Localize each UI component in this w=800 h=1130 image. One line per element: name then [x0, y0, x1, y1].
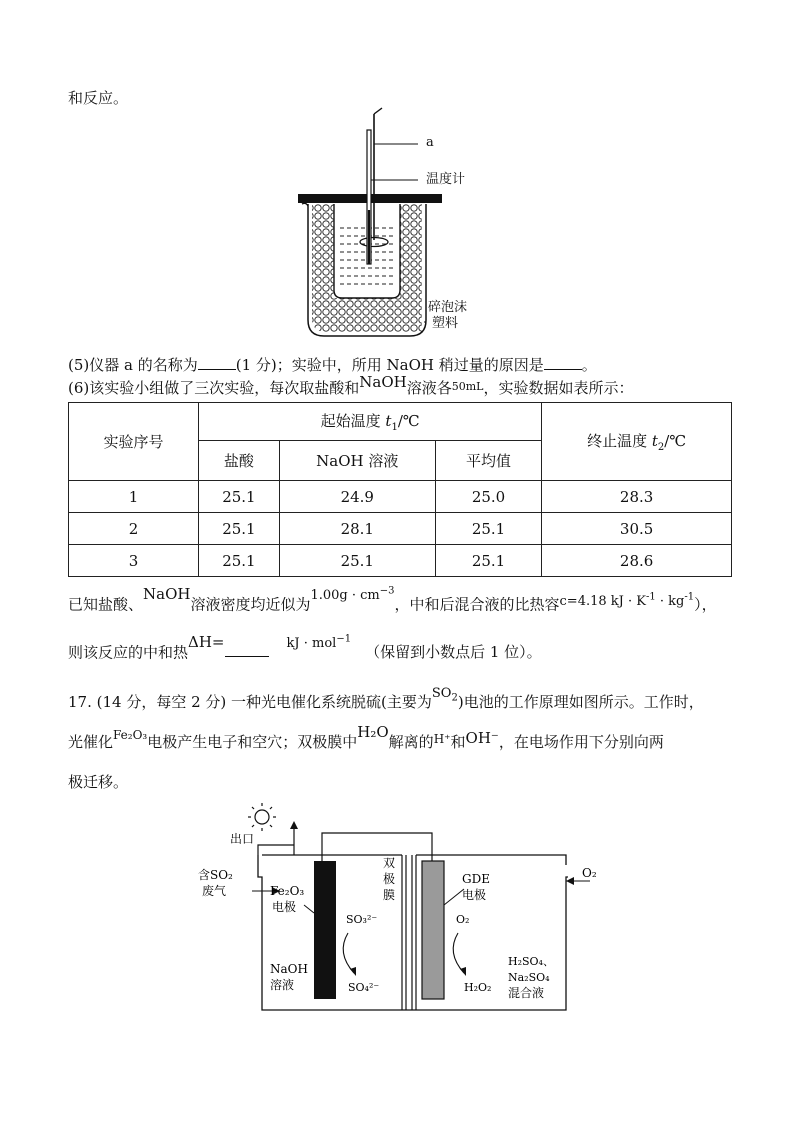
- fe-label-2: 电极: [272, 900, 297, 914]
- q5-part2: (1 分)；实验中，所用 NaOH 稍过量的原因是: [235, 356, 544, 374]
- gde-label-1: GDE: [462, 872, 490, 886]
- inlet-label-2: 废气: [202, 884, 227, 898]
- sun-icon: [248, 803, 276, 831]
- header-end-temp: 终止温度 $t_2/℃$: [542, 403, 732, 481]
- o2-inlet-arrow-icon: [566, 877, 574, 885]
- outlet-label: 出口: [230, 832, 255, 846]
- calorimeter-figure: [290, 100, 530, 340]
- subheader-avg: 平均值: [435, 441, 541, 481]
- label-thermometer: 温度计: [426, 172, 466, 187]
- table-row: 3 25.1 25.1 25.1 28.6: [69, 545, 732, 577]
- subheader-naoh: NaOH 溶液: [279, 441, 435, 481]
- so3-label: SO₃²⁻: [346, 913, 378, 926]
- q5-part1: (5)仪器 a 的名称为: [68, 356, 198, 374]
- fe2o3-electrode: [314, 861, 336, 999]
- o2-inlet-label: O₂: [582, 866, 597, 880]
- question-17-line2: 光催化$^{Fe_2O_3}$电极产生电子和空穴；双极膜中H₂O解离的$^{H^+}$和OH⁻，在电场作用下分别向两: [68, 723, 664, 751]
- question-6: [68, 373, 634, 400]
- membrane-label-3: 膜: [383, 888, 396, 902]
- naoh-label-2: 溶液: [270, 978, 295, 992]
- table-row: 2 25.1 28.1 25.1 30.5: [69, 513, 732, 545]
- answer-blank-dh[interactable]: [225, 642, 269, 657]
- answer-blank-5a[interactable]: [198, 355, 236, 370]
- mix-label-3: 混合液: [508, 986, 545, 1000]
- intro-text: 和反应。: [68, 89, 129, 107]
- mix-label-2: Na₂SO₄: [508, 971, 550, 984]
- o2-inner-label: O₂: [456, 913, 470, 926]
- o2-to-h2o2-arrow-icon: [453, 933, 464, 973]
- inlet-label-1: 含SO₂: [198, 868, 233, 882]
- gde-label-2: 电极: [462, 888, 487, 902]
- q6-naoh: NaOH: [359, 373, 407, 391]
- q6-volume: 50mL: [451, 380, 484, 393]
- question-17-line1: 17. (14 分，每空 2 分) 一种光电催化系统脱硫(主要为$SO_2$)电池的工作原理如图所示。工作时，: [68, 686, 704, 711]
- q5-part3: 。: [581, 356, 597, 374]
- experiment-table: [68, 402, 732, 577]
- q6-part1: (6)该实验小组做了三次实验，每次取盐酸和: [68, 379, 360, 397]
- q6-part3: ，实验数据如表所示：: [483, 379, 634, 397]
- known-data-text: 已知盐酸、NaOH溶液密度均近似为$1.00g \cdot cm^{-3}$，中和后混合液的比热容c=4.18 kJ · $K^{-1} \cdot kg^{-1}$），: [68, 585, 717, 614]
- label-foam-2: 塑料: [432, 316, 459, 331]
- membrane-label-2: 极: [383, 872, 396, 886]
- question-5: [68, 355, 597, 375]
- question-17-line3: 极迁移。: [68, 773, 129, 791]
- mix-label-1: H₂SO₄、: [508, 955, 554, 968]
- so4-label: SO₄²⁻: [348, 981, 380, 994]
- label-a: a: [426, 135, 434, 150]
- cell-figure: [190, 795, 610, 1020]
- outlet-arrow-icon: [290, 821, 298, 829]
- answer-blank-5b[interactable]: [544, 355, 582, 370]
- table-row: 1 25.1 24.9 25.0 28.3: [69, 481, 732, 513]
- naoh-label-1: NaOH: [270, 962, 308, 976]
- membrane-label-1: 双: [383, 856, 396, 870]
- gde-electrode: [422, 861, 444, 999]
- header-seq: 实验序号: [69, 403, 199, 481]
- dh-text: 则该反应的中和热ΔH= kJ · mol$^{-1}$（保留到小数点后 1 位）。: [68, 633, 542, 662]
- h2o2-label: H₂O₂: [464, 981, 492, 994]
- subheader-hcl: 盐酸: [199, 441, 280, 481]
- bipolar-membrane: [402, 855, 416, 1010]
- label-foam-1: 碎泡沫: [428, 300, 468, 315]
- so3-to-so4-arrow-icon: [343, 933, 354, 973]
- header-start-temp: 起始温度 $t_1/℃$: [199, 403, 542, 441]
- fe-label-1: Fe₂O₃: [270, 884, 305, 898]
- q6-part2: 溶液各: [406, 379, 452, 397]
